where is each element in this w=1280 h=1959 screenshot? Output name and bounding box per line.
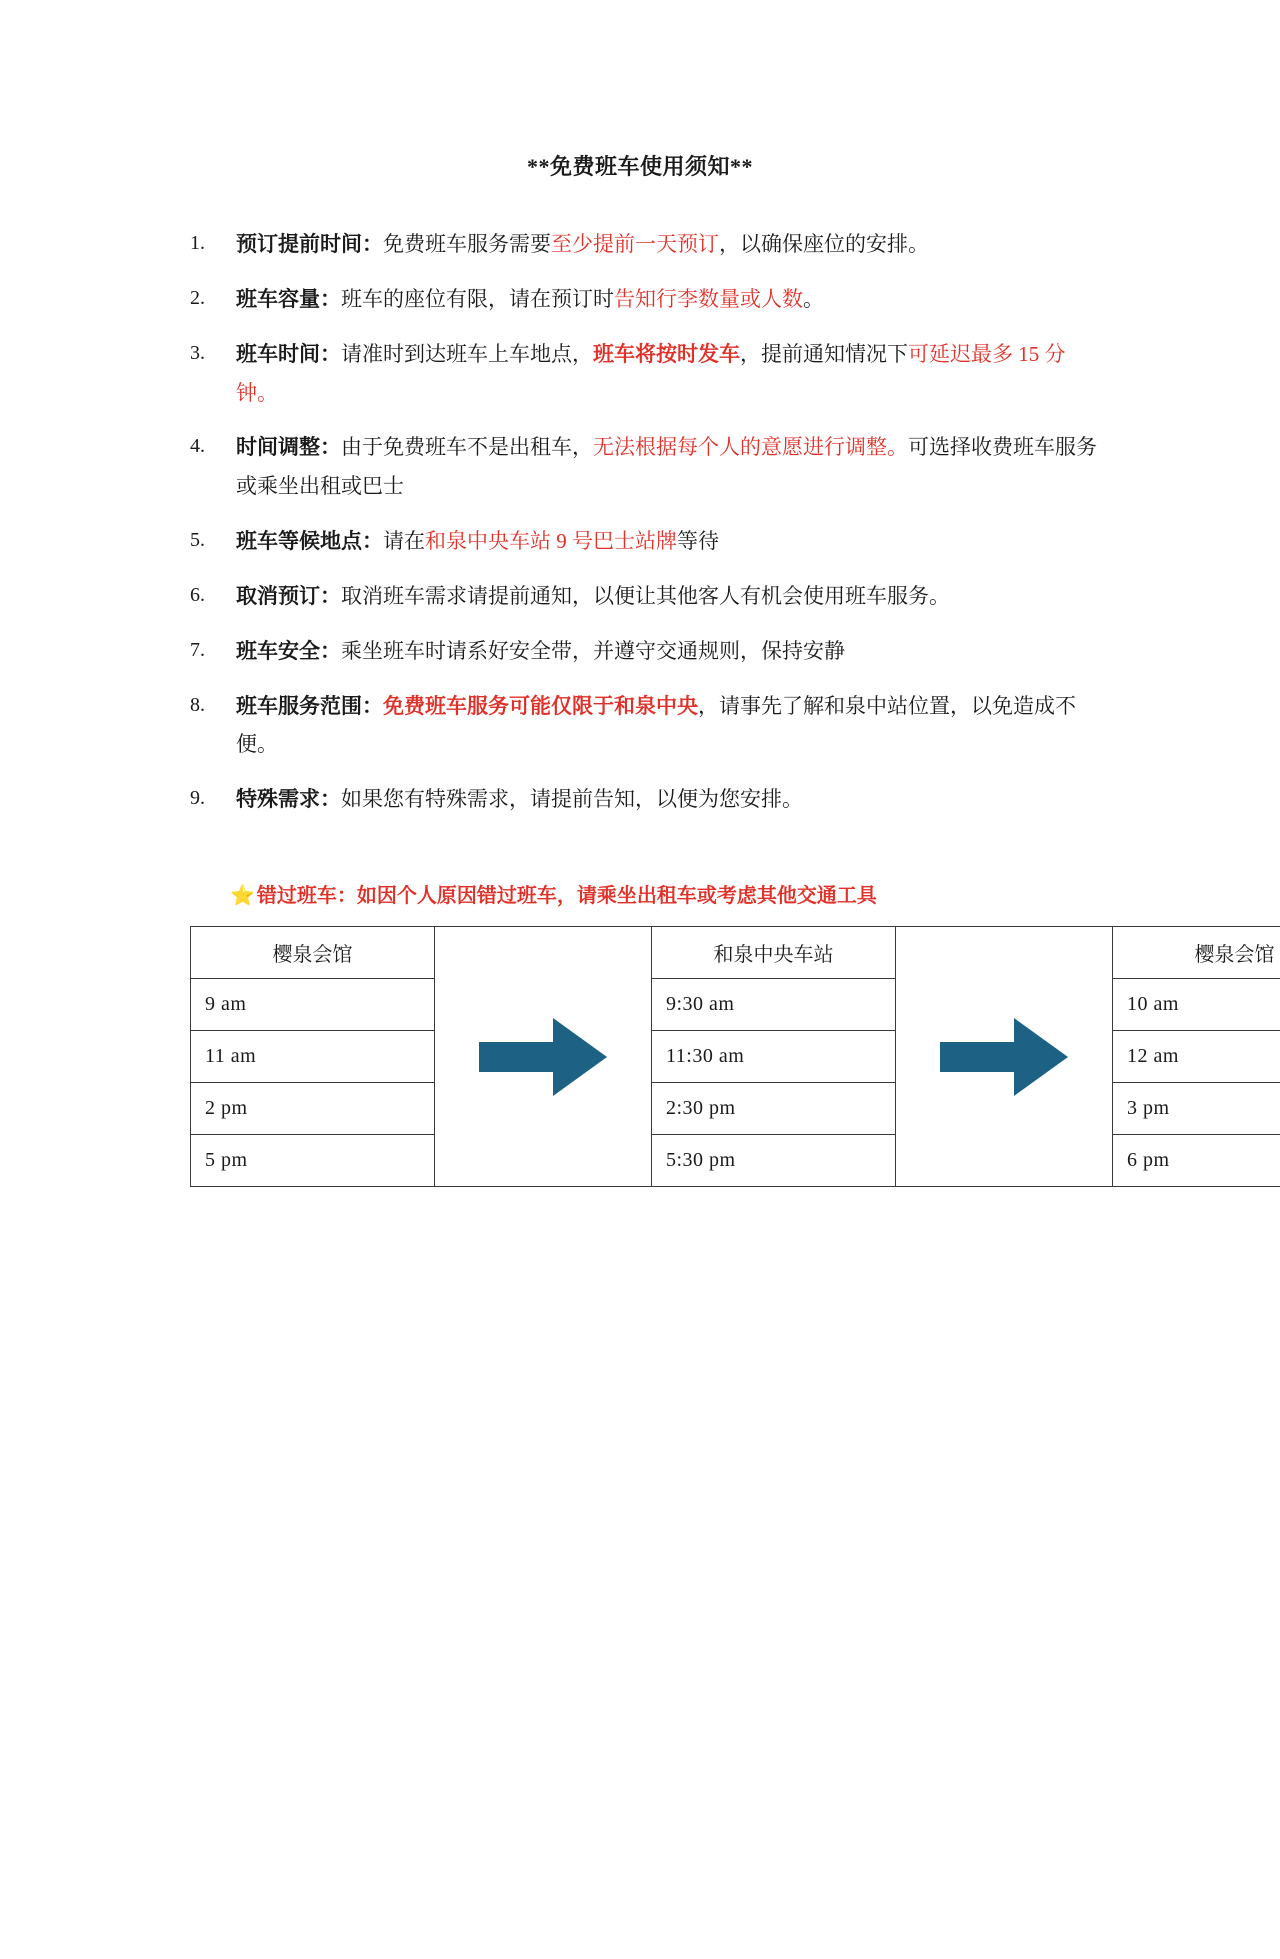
notice-body	[236, 687, 1105, 765]
table-cell-time: 5 pm	[191, 1135, 435, 1187]
page-title: **免费班车使用须知**	[0, 150, 1280, 181]
notice-label: 班车容量：	[236, 287, 341, 311]
table-cell-time: 2 pm	[191, 1083, 435, 1135]
notice-item	[0, 225, 1280, 264]
notice-label: 班车等候地点：	[236, 529, 383, 553]
notice-body	[236, 280, 1105, 319]
notice-item	[0, 335, 1280, 413]
notice-text-run: 。	[803, 287, 824, 311]
notice-item	[0, 280, 1280, 319]
missed-shuttle-note	[0, 879, 1280, 908]
notice-label: 时间调整：	[236, 435, 341, 459]
notice-number: 3.	[190, 335, 236, 372]
notice-text-run: 等待	[677, 529, 719, 553]
table-cell-time: 12 am	[1113, 1031, 1280, 1083]
notice-text-run: 免费班车服务需要	[383, 232, 551, 256]
notice-item	[0, 780, 1280, 819]
table-column-header: 樱泉会馆	[191, 927, 435, 979]
arrow-icon	[910, 1018, 1098, 1096]
notice-number: 4.	[190, 428, 236, 465]
missed-shuttle-text: 如因个人原因错过班车，请乘坐出租车或考虑其他交通工具	[357, 885, 877, 907]
shuttle-schedule-table	[190, 926, 1280, 1187]
table-cell-time: 11:30 am	[652, 1031, 896, 1083]
table-row	[191, 1083, 1280, 1135]
notice-label: 特殊需求：	[236, 787, 341, 811]
notice-text-run: 如果您有特殊需求，请提前告知，以便为您安排。	[341, 787, 803, 811]
notice-text-run: ，请事先了解和泉中站位置，以免造成不便。	[236, 694, 1076, 757]
notice-text-run: 告知行李数量或人数	[614, 287, 803, 311]
notice-body	[236, 522, 1105, 561]
table-cell-time: 2:30 pm	[652, 1083, 896, 1135]
notice-text-run: 请准时到达班车上车地点，	[341, 342, 593, 366]
notice-text-run: 免费班车服务可能仅限于和泉中央	[383, 694, 698, 718]
arrow-cell	[896, 927, 1113, 1187]
notice-text-run: 取消班车需求请提前通知，以便让其他客人有机会使用班车服务。	[341, 584, 950, 608]
notice-body	[236, 632, 1105, 671]
notice-text-run: 班车的座位有限，请在预订时	[341, 287, 614, 311]
table-cell-time: 3 pm	[1113, 1083, 1280, 1135]
notice-body	[236, 225, 1105, 264]
notice-text-run: 无法根据每个人的意愿进行调整。	[593, 435, 908, 459]
notice-number: 7.	[190, 632, 236, 669]
notice-label: 取消预订：	[236, 584, 341, 608]
notice-body	[236, 577, 1105, 616]
notice-item	[0, 577, 1280, 616]
notice-number: 1.	[190, 225, 236, 262]
table-cell-time: 9:30 am	[652, 979, 896, 1031]
notice-text-run: 可选择收费班车服务或乘坐出租或巴士	[236, 435, 1097, 498]
table-cell-time: 5:30 pm	[652, 1135, 896, 1187]
notice-number: 8.	[190, 687, 236, 724]
notice-text-run: ，以确保座位的安排。	[719, 232, 929, 256]
notice-text-run: 班车将按时发车	[593, 342, 740, 366]
notice-item	[0, 522, 1280, 561]
notice-number: 6.	[190, 577, 236, 614]
table-column-header: 和泉中央车站	[652, 927, 896, 979]
table-row	[191, 979, 1280, 1031]
table-row	[191, 1135, 1280, 1187]
notice-number: 2.	[190, 280, 236, 317]
notice-number: 5.	[190, 522, 236, 559]
table-cell-time: 9 am	[191, 979, 435, 1031]
notice-number: 9.	[190, 780, 236, 817]
notice-body	[236, 335, 1105, 413]
table-cell-time: 6 pm	[1113, 1135, 1280, 1187]
notice-item	[0, 428, 1280, 506]
star-icon: ⭐	[230, 885, 255, 907]
notice-text-run: 请在	[383, 529, 425, 553]
notice-text-run: 至少提前一天预订	[551, 232, 719, 256]
notice-item	[0, 632, 1280, 671]
notice-text-run: 由于免费班车不是出租车，	[341, 435, 593, 459]
arrow-cell	[435, 927, 652, 1187]
notice-text-run: 可延迟最多 15 分钟。	[236, 342, 1066, 405]
notice-list	[0, 225, 1280, 819]
table-row	[191, 1031, 1280, 1083]
notice-body	[236, 428, 1105, 506]
notice-label: 预订提前时间：	[236, 232, 383, 256]
table-header-row	[191, 927, 1280, 979]
table-column-header: 樱泉会馆	[1113, 927, 1280, 979]
missed-shuttle-label: 错过班车：	[257, 885, 357, 907]
notice-body	[236, 780, 1105, 819]
notice-label: 班车安全：	[236, 639, 341, 663]
notice-text-run: 和泉中央车站 9 号巴士站牌	[425, 529, 677, 553]
notice-item	[0, 687, 1280, 765]
notice-text-run: ，提前通知情况下	[740, 342, 908, 366]
document-page	[0, 150, 1280, 1959]
notice-text-run: 乘坐班车时请系好安全带，并遵守交通规则，保持安静	[341, 639, 845, 663]
table-cell-time: 10 am	[1113, 979, 1280, 1031]
notice-label: 班车时间：	[236, 342, 341, 366]
arrow-icon	[449, 1018, 637, 1096]
table-cell-time: 11 am	[191, 1031, 435, 1083]
notice-label: 班车服务范围：	[236, 694, 383, 718]
